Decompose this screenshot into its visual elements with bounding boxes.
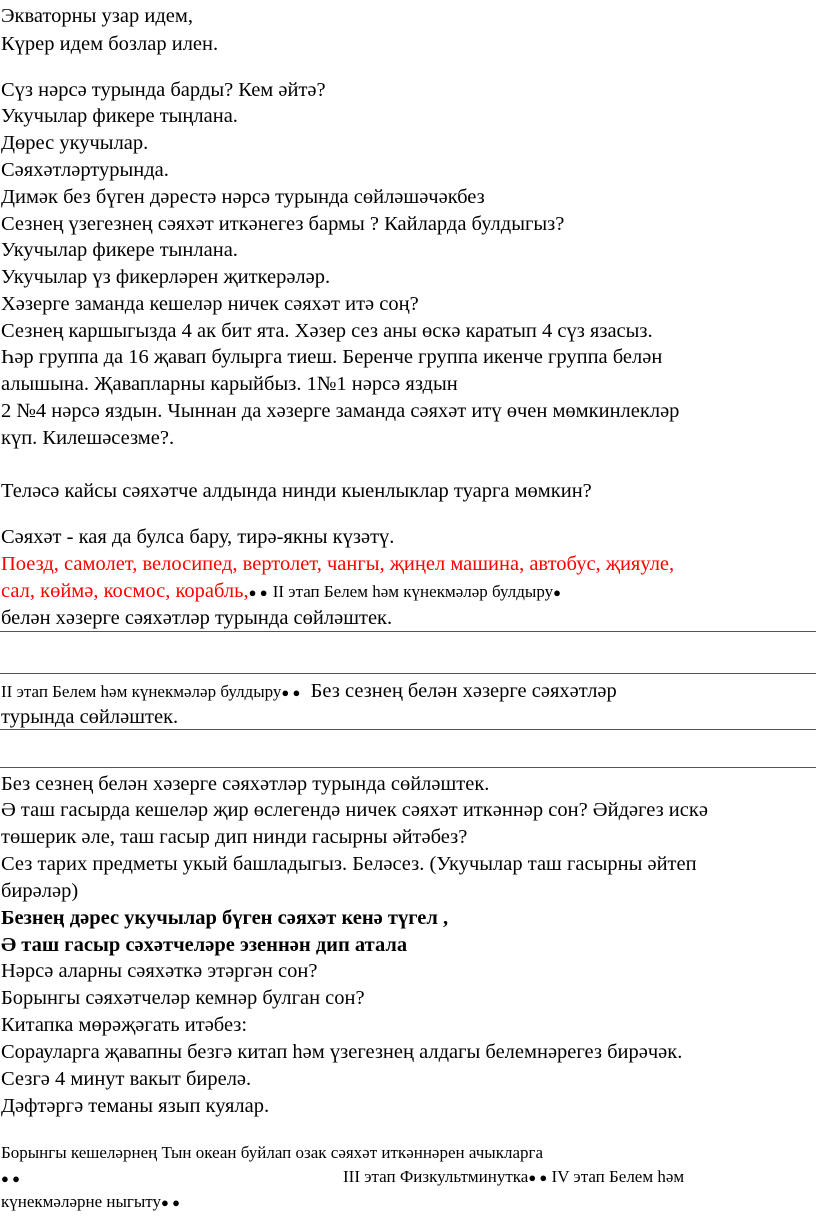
paragraph-line: Дәфтәргә теманы язып куялар. — [1, 1095, 270, 1117]
paragraph-line: 2 №4 нәрсә яздын. Чыннан да хәзерге заманда сәяхәт итү өчен мөмкинлекләр — [1, 400, 680, 422]
paragraph-line: Димәк без бүген дәрестә нәрсә турында сөйләшәчәкбез — [1, 186, 485, 208]
travel-definition: Сәяхәт - кая да булса бару, тирә-якны күзәтү. — [1, 526, 395, 548]
paragraph-line: Сез тарих предметы укый башладыгыз. Беләсез. (Укучылар таш гасырны әйтеп — [1, 853, 697, 875]
stage-label: II этап Белем һәм күнекмәләр булдыру — [1, 682, 282, 701]
paragraph-line: Хәзерге заманда кешеләр ничек сәяхәт итә соң? — [1, 293, 419, 315]
divider — [0, 729, 816, 730]
stage-label: күнекмәләрне ныгыту — [1, 1192, 162, 1211]
stage-line — [1, 678, 617, 706]
footer-line: Борынгы кешеләрнең Тын океан буйлап озак сәяхәт иткәннәрен ачыкларга — [1, 1143, 544, 1162]
transport-list-line: Поезд, самолет, велосипед, вертолет, чангы, җиңел машина, автобус, җияуле, — [1, 553, 675, 575]
paragraph-line: төшерик әле, таш гасыр дип нинди гасырны әйтәбез? — [1, 826, 468, 848]
paragraph-line: алышына. Җавапларны карыйбыз. 1№1 нәрсә яздын — [1, 373, 458, 395]
paragraph-line: Китапка мөрәҗәгать итәбез: — [1, 1014, 248, 1036]
paragraph-line: Сәяхәтләртурында. — [1, 159, 169, 181]
divider — [0, 631, 816, 632]
paragraph-text: Без сезнең белән хәзерге сәяхәтләр — [310, 680, 617, 702]
paragraph-line: Укучылар үз фикерләрен җиткерәләр. — [1, 266, 331, 288]
bullet-icon: ● — [553, 585, 561, 600]
transport-list-line: сал, көймә, космос, корабль, — [1, 580, 249, 602]
paragraph-line: Сезнең үзегезнең сәяхәт иткәнегез бармы ? Кайларда булдыгыз? — [1, 213, 565, 235]
paragraph-line: Һәр группа да 16 җавап булырга тиеш. Беренче группа икенче группа белән — [1, 346, 663, 368]
paragraph-line: Ә таш гасырда кешеләр җир өслегендә ничек сәяхәт иткәннәр сон? Әйдәгез искә — [1, 799, 708, 821]
paragraph-line: күп. Килешәсезме?. — [1, 427, 175, 449]
bold-line: Ә таш гасыр сәхәтчеләре эзеннән дип атала — [1, 934, 408, 956]
bullet-icon: ● ● — [1, 1171, 20, 1186]
paragraph-line: Без сезнең белән хәзерге сәяхәтләр турында сөйләштек. — [1, 773, 490, 795]
paragraph-line: Сезнең каршыгызда 4 ак бит ята. Хәзер сез аны өскә каратып 4 сүз язасыз. — [1, 320, 653, 342]
footer-line — [1, 1189, 180, 1216]
stage-label — [343, 1164, 684, 1191]
paragraph-line: Борынгы сәяхәтчеләр кемнәр булган сон? — [1, 987, 365, 1009]
paragraph-line: Сүз нәрсә турында барды? Кем әйтә? — [1, 79, 326, 101]
footer-stage-line — [1, 1164, 816, 1192]
stage-label: II этап Белем һәм күнекмәләр булдыру — [272, 582, 554, 601]
paragraph-line: Укучылар фикере тыңлана. — [1, 105, 238, 127]
divider — [0, 767, 816, 768]
paragraph-line: Укучылар фикере тынлана. — [1, 239, 238, 261]
paragraph-line: Нәрсә аларны сәяхәткә этәргән сон? — [1, 960, 318, 982]
bullet-icon: ● ● — [248, 585, 268, 600]
stage-3-label: III этап Физкультминутка — [343, 1167, 529, 1186]
paragraph-line: Сезгә 4 минут вакыт бирелә. — [1, 1068, 252, 1090]
bullet-icon: ● ● — [281, 685, 301, 700]
divider — [0, 673, 816, 674]
bullet-icon: ● ● — [161, 1195, 180, 1210]
paragraph-line: Сорауларга җавапны безгә китап һәм үзегезнең алдагы белемнәрегез бирәчәк. — [1, 1041, 683, 1063]
paragraph-line: бирәләр) — [1, 880, 79, 902]
question-line: Теләсә кайсы сәяхәтче алдында нинди кыенлыклар туарга мөмкин? — [1, 480, 592, 502]
paragraph-line: турында сөйләштек. — [1, 706, 179, 728]
transport-stage-line — [1, 578, 561, 606]
bullet-icon: ● ● — [528, 1170, 548, 1185]
paragraph-line: белән хәзерге сәяхәтләр турында сөйләштек. — [1, 607, 393, 629]
stage-4-label: IV этап Белем һәм — [551, 1167, 685, 1186]
intro-line-1: Экваторны узар идем, — [1, 5, 193, 27]
paragraph-line: Дөрес укучылар. — [1, 132, 149, 154]
intro-line-2: Күрер идем бозлар илен. — [1, 33, 219, 55]
bold-line: Безнең дәрес укучылар бүген сәяхәт кенә түгел , — [1, 907, 449, 929]
